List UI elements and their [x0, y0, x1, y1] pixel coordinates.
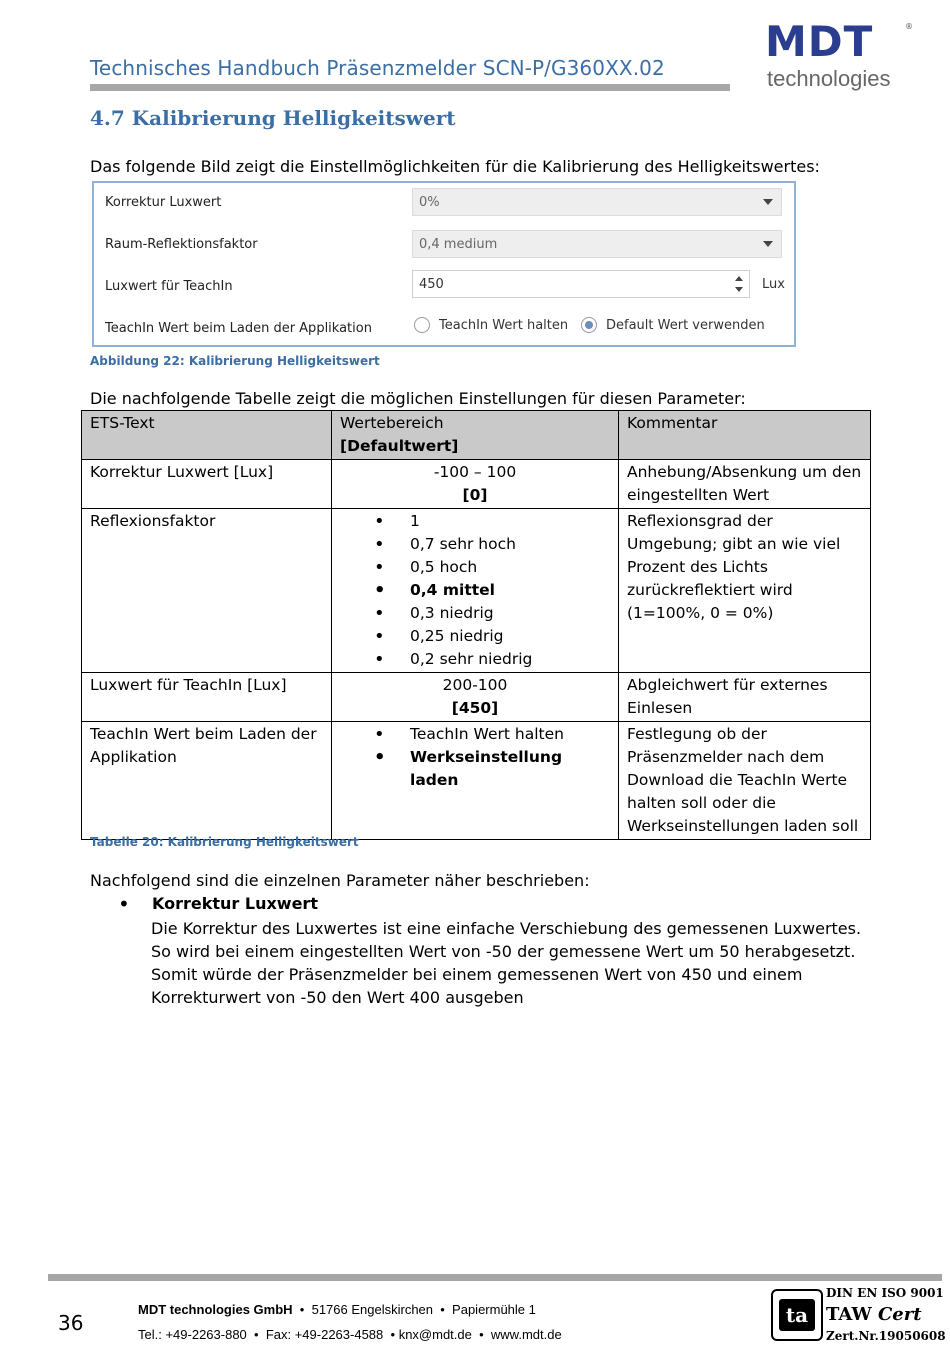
title-rule [90, 84, 730, 91]
logo-text: MDT [765, 17, 874, 66]
table-caption: Tabelle 20: Kalibrierung Helligkeitswert [90, 835, 359, 849]
table-row [82, 460, 871, 509]
list-item-default: • 0,4 mittel [374, 579, 610, 602]
table-intro: Die nachfolgende Tabelle zeigt die möglichen Einstellungen für diesen Parameter: [90, 389, 746, 408]
radio-label: TeachIn Wert halten [439, 318, 569, 333]
cert-name-a: TAW [826, 1304, 872, 1325]
list-item: • 0,7 sehr hoch [374, 533, 610, 556]
cell-wertebereich [332, 722, 619, 840]
table-row [82, 509, 871, 673]
radio-default-wert[interactable] [581, 317, 597, 333]
separator: • [440, 1302, 445, 1317]
label-luxwert-teachin: Luxwert für TeachIn [105, 279, 233, 294]
option-list [340, 510, 610, 671]
table-row [82, 673, 871, 722]
select-value: 0,4 medium [419, 237, 498, 252]
separator: • [254, 1327, 259, 1342]
cell-wertebereich [332, 673, 619, 722]
table-row [82, 722, 871, 840]
phone: Tel.: +49-2263-880 [138, 1327, 247, 1342]
cell-ets-text: Korrektur Luxwert [Lux] [82, 460, 332, 509]
cell-kommentar: Abgleichwert für externes Einlesen [619, 673, 871, 722]
chevron-down-icon [763, 241, 773, 247]
footer-address-line [138, 1302, 536, 1317]
default-value: [0] [462, 486, 488, 504]
address-street: Papiermühle 1 [452, 1302, 536, 1317]
label-teachin-laden: TeachIn Wert beim Laden der Applikation [105, 321, 372, 336]
cert-standard: DIN EN ISO 9001 [826, 1286, 944, 1300]
table-header-row [82, 411, 871, 460]
settings-dialog [92, 181, 796, 347]
cert-logo-mark: ta [779, 1299, 815, 1331]
list-item: • TeachIn Wert halten [374, 723, 610, 746]
radio-teachin-halten[interactable] [414, 317, 430, 333]
email-link[interactable]: knx@mdt.de [398, 1327, 472, 1342]
cert-name [826, 1304, 922, 1325]
default-value: [450] [451, 699, 499, 717]
header-wertebereich [332, 411, 619, 460]
cert-name-b: Cert [877, 1304, 922, 1325]
logo-subtitle: technologies [767, 66, 891, 91]
company-name: MDT technologies GmbH [138, 1302, 293, 1317]
bullet-icon: • [118, 892, 130, 916]
footer-contact-line [138, 1327, 562, 1342]
option-list [340, 723, 610, 792]
unit-label: Lux [762, 277, 785, 292]
logo-registered-mark: ® [905, 22, 913, 31]
list-item: • 0,5 hoch [374, 556, 610, 579]
label-reflektionsfaktor: Raum-Reflektionsfaktor [105, 237, 258, 252]
header-ets-text: ETS-Text [82, 411, 332, 460]
header-kommentar: Kommentar [619, 411, 871, 460]
cell-kommentar: Anhebung/Absenkung um den eingestellten Wert [619, 460, 871, 509]
list-item: • 1 [374, 510, 610, 533]
list-item-default: • Werkseinstellung laden [374, 746, 610, 792]
section-heading: 4.7 Kalibrierung Helligkeitswert [90, 106, 456, 130]
detail-description: Die Korrektur des Luxwertes ist eine einfache Verschiebung des gemessenen Luxwertes. So wird bei einem eingestellten Wert von -50 der gemessene Wert um 50 herabgesetzt. Somit würde der Präsenzmelder bei einem gemessenen Wert von 450 und einem Korrekturwert von -50 den Wert 400 ausgeben [151, 919, 862, 1007]
cell-kommentar: Reflexionsgrad der Umgebung; gibt an wie viel Prozent des Lichts zurückreflektiert wird (1=100%, 0 = 0%) [619, 509, 871, 673]
spin-up-icon[interactable] [735, 276, 743, 281]
mdt-logo [765, 18, 915, 98]
header-line: [Defaultwert] [340, 437, 459, 455]
page-number: 36 [58, 1311, 84, 1335]
address-city: 51766 Engelskirchen [311, 1302, 434, 1317]
cell-ets-text: Luxwert für TeachIn [Lux] [82, 673, 332, 722]
cell-wertebereich [332, 509, 619, 673]
web-link[interactable]: www.mdt.de [490, 1327, 562, 1342]
cell-ets-text: TeachIn Wert beim Laden der Applikation [82, 722, 332, 840]
separator: • [479, 1327, 484, 1342]
list-item: • 0,25 niedrig [374, 625, 610, 648]
separator: • [390, 1327, 396, 1342]
parameter-table [81, 410, 871, 840]
select-reflektionsfaktor[interactable] [412, 230, 782, 258]
cell-kommentar: Festlegung ob der Präsenzmelder nach dem Download die TeachIn Werte halten soll oder die Werkseinstellungen laden soll [619, 722, 871, 840]
spinbox-luxwert-teachin[interactable] [412, 270, 750, 298]
list-item: • 0,2 sehr niedrig [374, 648, 610, 671]
fax: Fax: +49-2263-4588 [265, 1327, 384, 1342]
figure-caption: Abbildung 22: Kalibrierung Helligkeitswert [90, 354, 380, 368]
document-title: Technisches Handbuch Präsenzmelder SCN-P/G360XX.02 [90, 56, 665, 80]
radio-label: Default Wert verwenden [606, 318, 765, 333]
intro-paragraph: Das folgende Bild zeigt die Einstellmöglichkeiten für die Kalibrierung des Helligkeitswertes: [90, 157, 820, 176]
range-value: -100 – 100 [433, 463, 517, 481]
select-value: 0% [419, 195, 440, 210]
label-korrektur-luxwert: Korrektur Luxwert [105, 195, 222, 210]
select-korrektur-luxwert[interactable] [412, 188, 782, 216]
footer-rule [48, 1274, 942, 1281]
spinbox-value: 450 [419, 277, 444, 292]
details-intro: Nachfolgend sind die einzelnen Parameter näher beschrieben: [90, 871, 590, 890]
cell-ets-text: Reflexionsfaktor [82, 509, 332, 673]
cell-wertebereich [332, 460, 619, 509]
cert-logo-icon [771, 1289, 823, 1341]
detail-title: Korrektur Luxwert [152, 894, 318, 913]
range-value: 200-100 [442, 676, 508, 694]
chevron-down-icon [763, 199, 773, 205]
separator: • [299, 1302, 305, 1317]
header-line: Wertebereich [340, 414, 444, 432]
spin-down-icon[interactable] [735, 287, 743, 292]
cert-number: Zert.Nr.19050608 [826, 1329, 946, 1343]
list-item: • 0,3 niedrig [374, 602, 610, 625]
